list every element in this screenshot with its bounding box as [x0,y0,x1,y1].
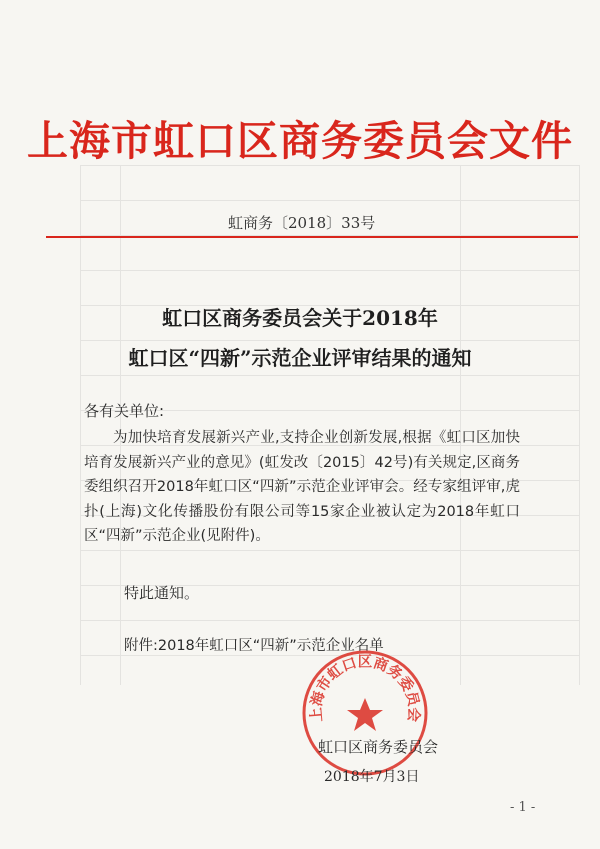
page-number: - 1 - [510,800,536,815]
issuer-signature: 虹口区商务委员会 [318,738,439,756]
attachment-line: 附件:2018年虹口区“四新”示范企业名单 [124,638,384,654]
closing-line: 特此通知。 [124,584,200,602]
show-through-table [80,165,580,685]
notice-body [84,426,520,549]
salutation: 各有关单位: [84,402,165,420]
body-paragraph: 为加快培育发展新兴产业,支持企业创新发展,根据《虹口区加快培育发展新兴产业的意见》(虹发改〔2015〕42号)有关规定,区商务委组织召开2018年虹口区“四新”示范企业评审会。经专家组评审,虎扑(上海)文化传播股份有限公司等15家企业被认定为2018年虹口区“四新”示范企业(见附件)。 [84,430,520,544]
document-number: 虹商务〔2018〕33号 [228,214,376,232]
notice-title-line-1: 虹口区商务委员会关于2018年 [162,306,438,330]
seal-text: 上海市虹口区商务委员会 [308,654,422,723]
notice-title-line-2: 虹口区“四新”示范企业评审结果的通知 [128,346,472,370]
issue-date: 2018年7月3日 [324,769,420,785]
document-header-title: 上海市虹口区商务委员会文件 [27,117,573,165]
official-seal-icon [300,648,430,778]
red-divider-line [46,236,578,238]
